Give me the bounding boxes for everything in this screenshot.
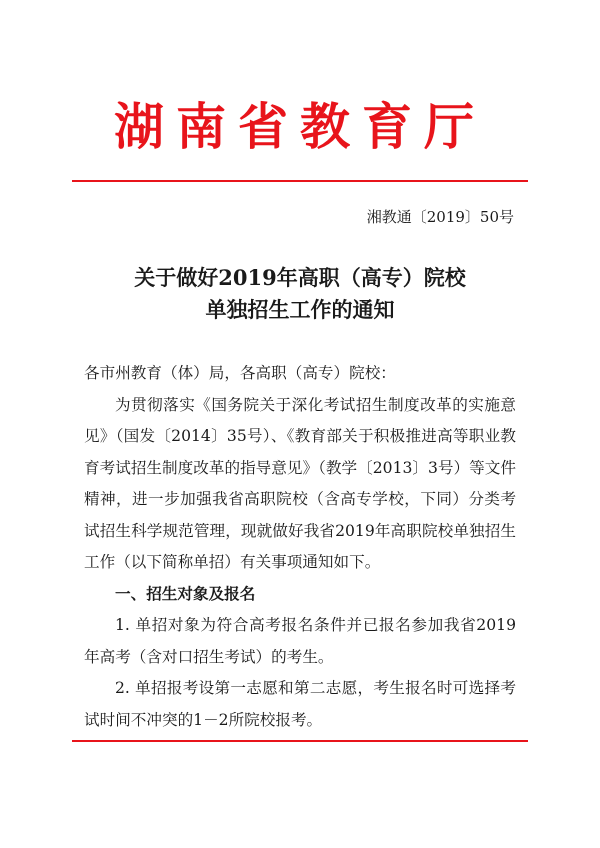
salutation: 各市州教育（体）局，各高职（高专）院校： xyxy=(84,364,396,382)
document-number: 湘教通〔2019〕50号 xyxy=(366,208,514,226)
section-heading: 一、招生对象及报名 xyxy=(115,584,256,603)
notice-title xyxy=(70,262,530,326)
issuing-organization-title: 湖南省教育厅 xyxy=(114,97,486,156)
red-separator-line-bottom xyxy=(72,740,528,742)
list-item: 2. 单招报考设第一志愿和第二志愿，考生报名时可选择考试时间不冲突的1－2所院校报考。 xyxy=(84,679,516,729)
list-item: 1. 单招对象为符合高考报名条件并已报名参加我省2019年高考（含对口招生考试）的考生。 xyxy=(84,616,516,666)
red-separator-line-top xyxy=(72,180,528,182)
notice-title-line-1: 关于做好2019年高职（高专）院校 xyxy=(134,265,466,290)
notice-body xyxy=(84,358,516,736)
notice-title-line-2: 单独招生工作的通知 xyxy=(205,297,395,322)
intro-paragraph: 为贯彻落实《国务院关于深化考试招生制度改革的实施意见》（国发〔2014〕35号）、《教育部关于积极推进高等职业教育考试招生制度改革的指导意见》（教学〔2013〕3号）等文件精神，进一步加强我省高职院校（含高专学校，下同）分类考试招生科学规范管理，现就做好我省2019年高职院校单独招生工作（以下简称单招）有关事项通知如下。 xyxy=(84,395,516,571)
